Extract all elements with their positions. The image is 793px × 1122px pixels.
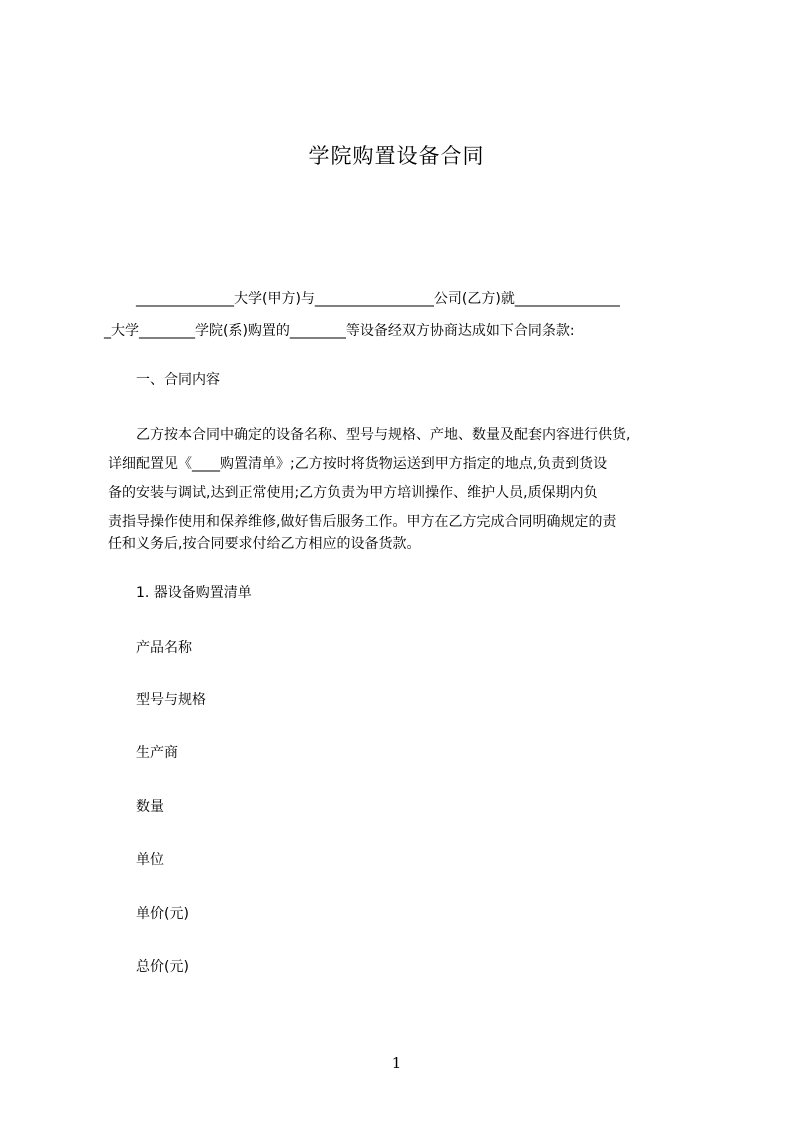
list-item: 单价(元) — [136, 906, 189, 922]
list-heading: 1. 器设备购置清单 — [136, 585, 252, 601]
page-number: 1 — [391, 1054, 402, 1072]
paragraph-line-1: 乙方按本合同中确定的设备名称、型号与规格、产地、数量及配套内容进行供货, — [136, 427, 631, 443]
list-item: 产品名称 — [136, 640, 192, 656]
list-item: 数量 — [136, 799, 164, 815]
list-item: 生产商 — [136, 745, 178, 761]
paragraph-line-2: 详细配置见《____购置清单》;乙方按时将货物运送到甲方指定的地点,负责到货设 — [108, 456, 608, 472]
list-item: 单位 — [136, 852, 164, 868]
list-item: 总价(元) — [136, 959, 189, 975]
list-item: 型号与规格 — [136, 692, 206, 708]
section-heading: 一、合同内容 — [136, 372, 220, 388]
paragraph-line-3: 备的安装与调试,达到正常使用;乙方负责为甲方培训操作、维护人员,质保期内负 — [108, 485, 598, 501]
paragraph-line-5: 任和义务后,按合同要求付给乙方相应的设备货款。 — [108, 536, 421, 552]
intro-line-2: _大学________学院(系)购置的________等设备经双方协商达成如下合同条款: — [104, 323, 575, 339]
paragraph-line-4: 责指导操作使用和保养维修,做好售后服务工作。甲方在乙方完成合同明确规定的责 — [108, 514, 617, 530]
document-title: 学院购置设备合同 — [308, 144, 485, 168]
intro-line-1: ______________大学(甲方)与_________________公司(乙方)就_______________ — [136, 291, 620, 307]
